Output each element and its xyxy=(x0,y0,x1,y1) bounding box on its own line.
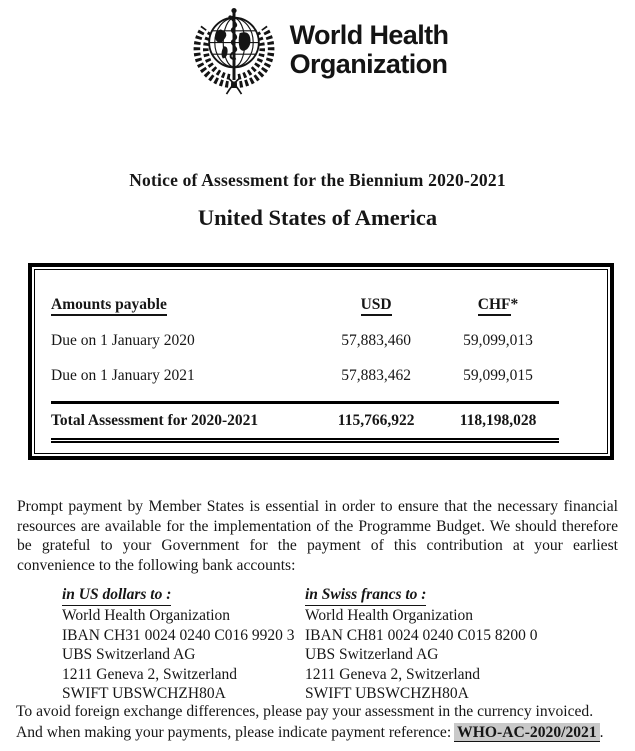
footer-line1: To avoid foreign exchange differences, please pay your assessment in the currency invoiced. xyxy=(16,703,594,720)
bank-line: 1211 Geneva 2, Switzerland xyxy=(305,665,481,683)
row-chf-value: 59,099,013 xyxy=(463,332,533,349)
bank-line: IBAN CH81 0024 0240 C015 8200 0 xyxy=(305,626,538,644)
bank-line: SWIFT UBSWCHZH80A xyxy=(305,685,469,703)
table-total-row xyxy=(51,403,559,441)
country-title: United States of America xyxy=(197,205,438,230)
total-chf-value: 118,198,028 xyxy=(437,403,559,441)
bank-line: UBS Switzerland AG xyxy=(305,646,439,664)
notice-title: Notice of Assessment for the Biennium 2020-2021 xyxy=(129,170,506,190)
row-usd-value: 57,883,462 xyxy=(341,367,411,384)
bank-chf-heading: in Swiss francs to : xyxy=(305,585,426,606)
logo-line1: World Health xyxy=(289,20,449,50)
table-row xyxy=(51,314,559,350)
table-row xyxy=(51,350,559,403)
assessment-box xyxy=(28,263,614,460)
chf-footnote-asterisk: * xyxy=(510,296,519,313)
who-logo xyxy=(0,5,635,95)
bank-usd-heading: in US dollars to : xyxy=(62,585,171,606)
bank-account-usd xyxy=(62,585,295,704)
logo-line2: Organization xyxy=(289,49,448,79)
footer-note xyxy=(16,702,622,743)
col-header-usd: USD xyxy=(361,296,392,316)
who-emblem-icon xyxy=(187,5,281,95)
bank-line: SWIFT UBSWCHZH80A xyxy=(62,685,226,703)
assessment-table xyxy=(51,295,559,443)
payment-paragraph: Prompt payment by Member States is essential in order to ensure that the necessary financial resources are available for the implementation of the Programme Budget. We should therefore be grateful to your Government for the payment of this contribution at your earliest convenience to the following bank accounts: xyxy=(17,498,618,575)
row-chf-value: 59,099,015 xyxy=(463,367,533,384)
bank-line: IBAN CH31 0024 0240 C016 9920 3 xyxy=(62,626,295,644)
who-logo-text xyxy=(290,21,449,79)
bank-line: UBS Switzerland AG xyxy=(62,646,196,664)
assessment-box-inner xyxy=(34,269,608,454)
row-label: Due on 1 January 2021 xyxy=(51,367,195,384)
col-header-amounts-payable: Amounts payable xyxy=(51,296,167,316)
bank-line: 1211 Geneva 2, Switzerland xyxy=(62,665,238,683)
bank-line: World Health Organization xyxy=(305,607,474,625)
table-header-row xyxy=(51,295,559,314)
row-usd-value: 57,883,460 xyxy=(341,332,411,349)
row-label: Due on 1 January 2020 xyxy=(51,332,195,349)
bank-account-chf xyxy=(305,585,538,704)
total-usd-value: 115,766,922 xyxy=(315,403,437,441)
total-label: Total Assessment for 2020-2021 xyxy=(51,403,315,441)
footer-line2 xyxy=(16,723,622,744)
footer-line2-text: And when making your payments, please indicate payment reference: xyxy=(16,723,452,741)
bank-line: World Health Organization xyxy=(62,607,231,625)
footer-period: . xyxy=(599,723,604,741)
col-header-chf: CHF xyxy=(478,296,511,316)
payment-reference: WHO-AC-2020/2021 xyxy=(454,723,599,742)
